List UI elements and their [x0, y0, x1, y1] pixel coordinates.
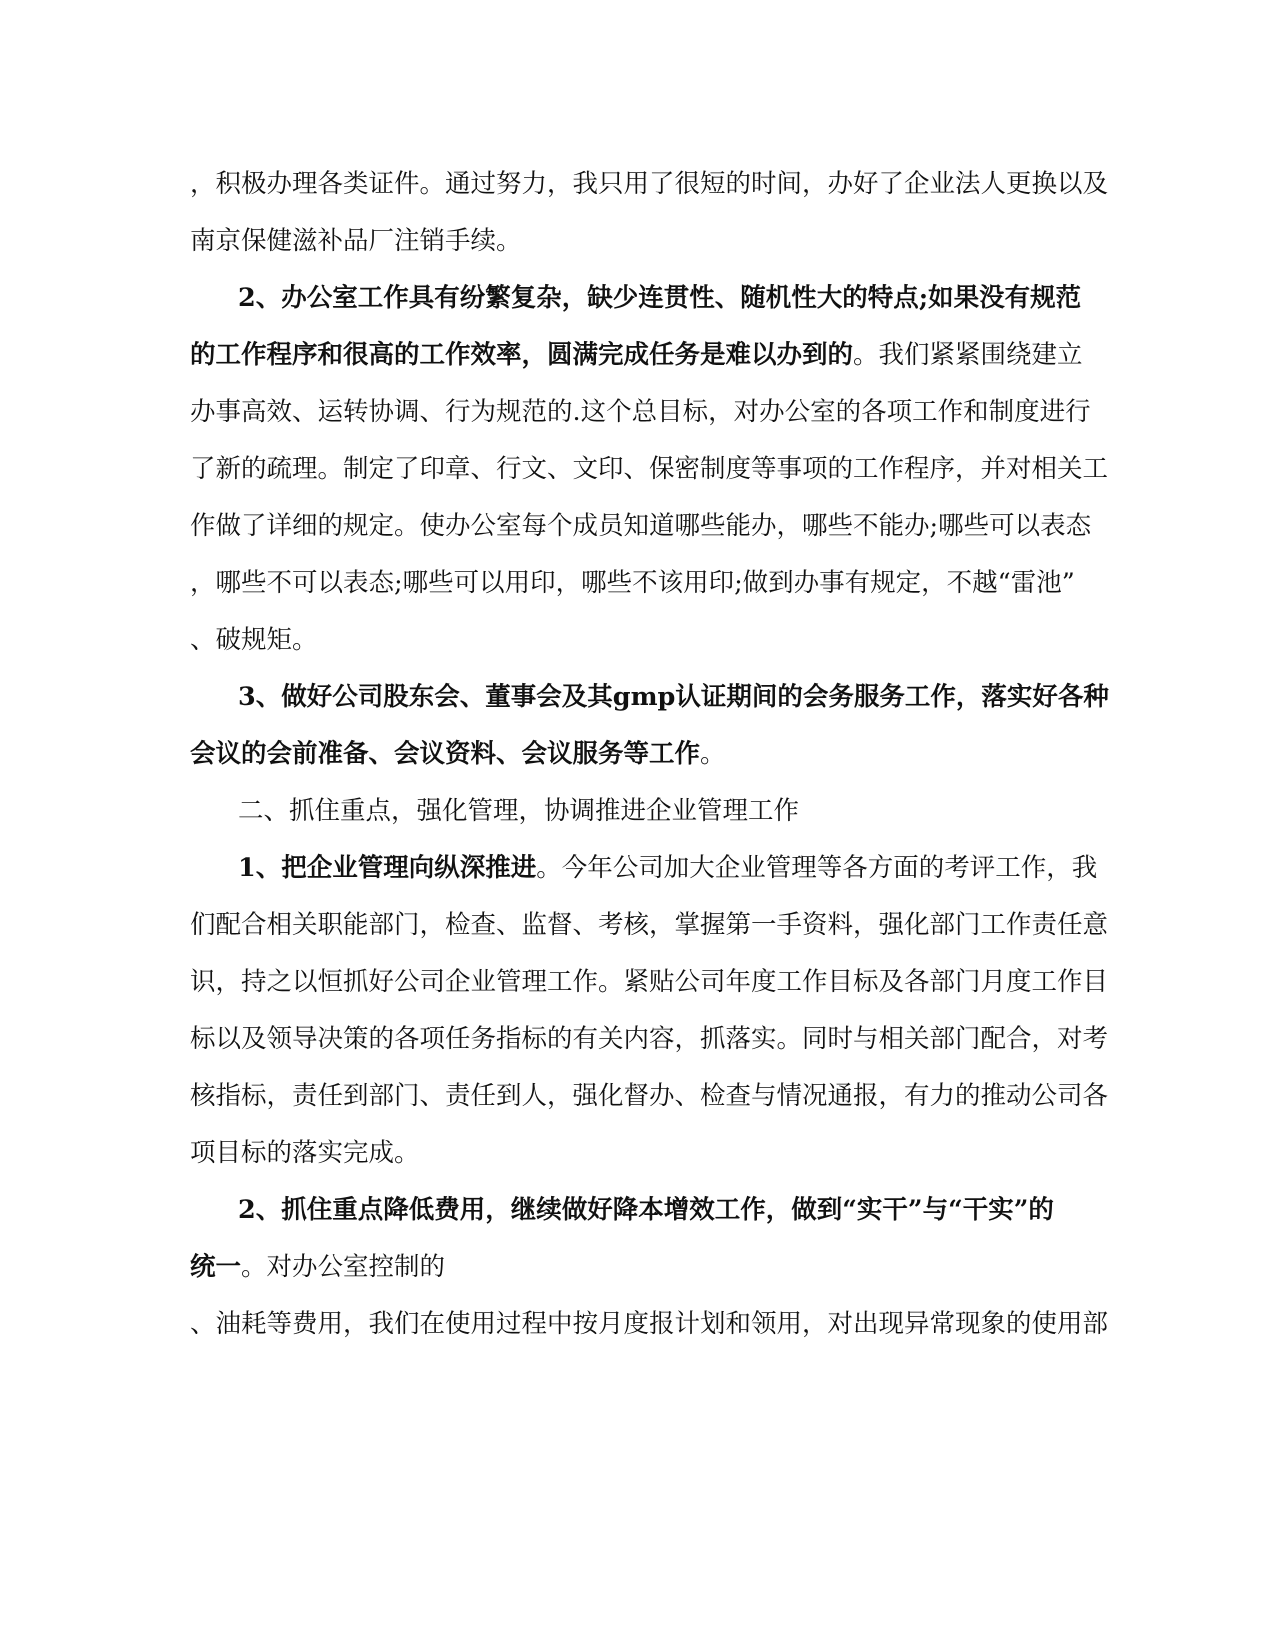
bold-text-run: 2、办公室工作具有纷繁复杂，缺少连贯性、随机性大的特点;如果没有规范	[238, 283, 1082, 313]
text-run: 。我们紧紧围绕建立	[853, 340, 1083, 370]
text-line	[190, 1078, 1108, 1114]
text-run: 、破规矩。	[190, 625, 318, 655]
text-run: 标以及领导决策的各项任务指标的有关内容，抓落实。同时与相关部门配合，对考	[190, 1024, 1109, 1054]
text-line	[190, 565, 1075, 601]
text-run: ，积极办理各类证件。通过努力，我只用了很短的时间，办好了企业法人更换以及	[190, 169, 1109, 199]
text-run: 了新的疏理。制定了印章、行文、文印、保密制度等事项的工作程序，并对相关工	[190, 454, 1109, 484]
text-line	[190, 451, 1108, 487]
text-run: 项目标的落实完成。	[190, 1138, 420, 1168]
text-run: 、油耗等费用，我们在使用过程中按月度报计划和领用，对出现异常现象的使用部	[190, 1309, 1109, 1339]
text-run: 。今年公司加大企业管理等各方面的考评工作，我	[536, 853, 1098, 883]
text-line	[190, 736, 726, 772]
text-line	[190, 907, 1108, 943]
text-run: 二、抓住重点，强化管理，协调推进企业管理工作	[238, 796, 800, 826]
bold-text-run: 3、做好公司股东会、董事会及其gmp认证期间的会务服务工作，落实好各种	[238, 682, 1109, 712]
text-line	[190, 394, 1091, 430]
text-run: 识，持之以恒抓好公司企业管理工作。紧贴公司年度工作目标及各部门月度工作目	[190, 967, 1109, 997]
bold-text-run: 的工作程序和很高的工作效率，圆满完成任务是难以办到的	[190, 340, 854, 370]
text-line	[238, 679, 1109, 715]
text-line	[190, 337, 1083, 373]
bold-text-run: 统一	[190, 1252, 242, 1282]
text-line	[190, 223, 522, 259]
text-line	[190, 1135, 420, 1171]
text-line	[190, 1249, 445, 1285]
bold-text-run: 2、抓住重点降低费用，继续做好降本增效工作，做到“实干”与“干实”的	[238, 1195, 1054, 1225]
text-line	[238, 1192, 1054, 1228]
text-line	[190, 166, 1108, 202]
text-line	[238, 280, 1081, 316]
text-line	[238, 850, 1097, 886]
text-run: 办事高效、运转协调、行为规范的.这个总目标，对办公室的各项工作和制度进行	[190, 397, 1091, 427]
text-run: 们配合相关职能部门，检查、监督、考核，掌握第一手资料，强化部门工作责任意	[190, 910, 1109, 940]
text-run: ，哪些不可以表态;哪些可以用印，哪些不该用印;做到办事有规定，不越“雷池”	[190, 568, 1075, 598]
section-heading	[238, 793, 799, 829]
bold-text-run: 会议的会前准备、会议资料、会议服务等工作	[190, 739, 701, 769]
text-line	[190, 508, 1091, 544]
text-line	[190, 622, 318, 658]
text-run: 核指标，责任到部门、责任到人，强化督办、检查与情况通报，有力的推动公司各	[190, 1081, 1109, 1111]
text-run: 。对办公室控制的	[241, 1252, 446, 1282]
text-line	[190, 964, 1108, 1000]
text-run: 作做了详细的规定。使办公室每个成员知道哪些能办，哪些不能办;哪些可以表态	[190, 511, 1092, 541]
text-run: 南京保健滋补品厂注销手续。	[190, 226, 522, 256]
text-line	[190, 1021, 1108, 1057]
bold-text-run: 1、把企业管理向纵深推进	[238, 853, 537, 883]
text-run: 。	[700, 739, 726, 769]
text-line	[190, 1306, 1108, 1342]
